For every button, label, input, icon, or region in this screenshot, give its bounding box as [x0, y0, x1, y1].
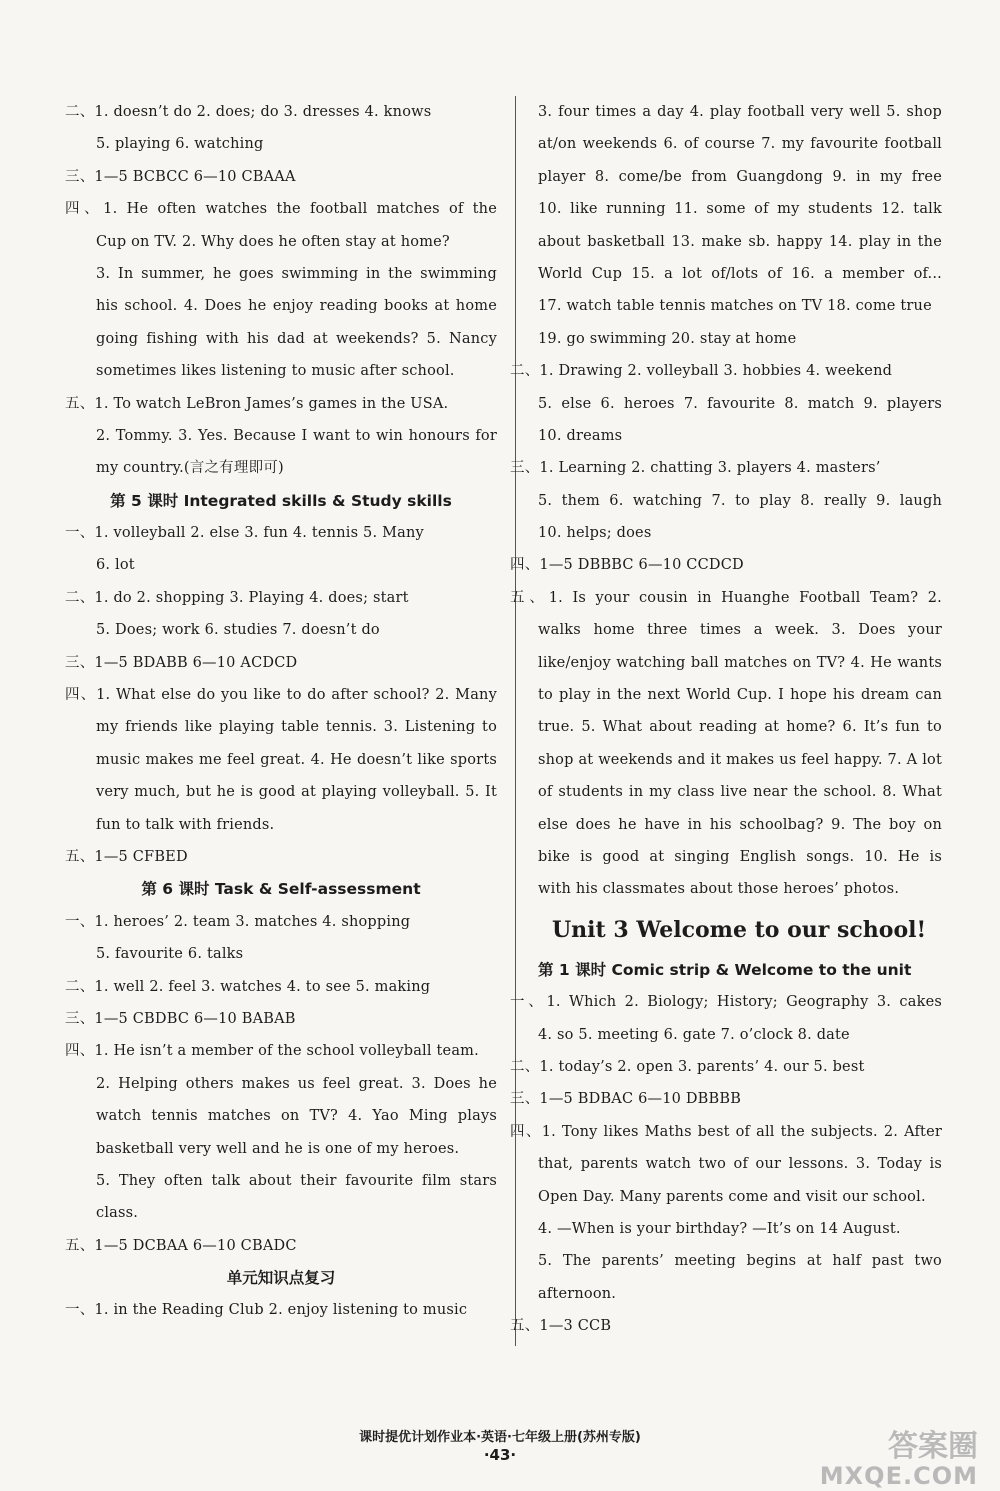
answer-line: 二、1. do 2. shopping 3. Playing 4. does; start	[65, 589, 409, 606]
answer-line: true. 5. What about reading at home? 6. It’s fun to	[538, 719, 942, 736]
answer-line: 5. favourite 6. talks	[96, 946, 244, 963]
unit-title: Unit 3 Welcome to our school!	[552, 916, 927, 943]
answer-line: class.	[96, 1205, 139, 1222]
section-heading: 第 6 课时 Task & Self-assessment	[141, 880, 421, 899]
answer-line: player 8. come/be from Guangdong 9. in my free	[538, 168, 942, 185]
watermark-logo	[820, 1430, 978, 1489]
answer-line: 五、1. Is your cousin in Huanghe Football Team? 2.	[510, 589, 942, 606]
answer-line: fun to talk with friends.	[96, 816, 275, 833]
answer-line: 一、1. volleyball 2. else 3. fun 4. tennis 5. Many	[65, 525, 424, 542]
answer-line: 5. Does; work 6. studies 7. doesn’t do	[96, 622, 380, 639]
book-title-footer: 课时提优计划作业本·英语·七年级上册(苏州专版)	[359, 1430, 641, 1445]
watermark-main: 答案圈	[888, 1429, 978, 1464]
section-heading: 单元知识点复习	[226, 1269, 336, 1288]
answer-line: 4. —When is your birthday? —It’s on 14 August.	[538, 1220, 901, 1237]
answer-line: like/enjoy watching ball matches on TV? 4. He wants	[538, 654, 942, 671]
answer-line: 四、1. What else do you like to do after school? 2. Many	[65, 687, 497, 704]
answer-line: 6. lot	[96, 557, 135, 574]
answer-line: very much, but he is good at playing volleyball. 5. It	[96, 784, 497, 801]
answer-line: afternoon.	[538, 1285, 617, 1302]
answer-line: watch tennis matches on TV? 4. Yao Ming plays	[96, 1108, 497, 1125]
right-column	[510, 96, 942, 1342]
answer-line: walks home three times a week. 3. Does your	[538, 622, 942, 639]
answer-line: 19. go swimming 20. stay at home	[538, 330, 797, 347]
answer-line: 二、1. today’s 2. open 3. parents’ 4. our 5. best	[510, 1058, 865, 1075]
answer-line: 2. Helping others makes us feel great. 3. Does he	[96, 1075, 497, 1092]
answer-line: else does he have in his schoolbag? 9. The boy on	[538, 816, 942, 833]
answer-line: 四、1. Tony likes Maths best of all the subjects. 2. After	[510, 1123, 942, 1140]
answer-line: 三、1—5 BDBAC 6—10 DBBBB	[510, 1091, 742, 1108]
answer-line: 四、1. He isn’t a member of the school volleyball team.	[65, 1043, 479, 1060]
answer-line: 10. dreams	[538, 427, 623, 444]
left-column	[65, 96, 497, 1327]
answer-line: that, parents watch two of our lessons. 3. Today is	[538, 1156, 942, 1173]
answer-line: 17. watch table tennis matches on TV 18. come true	[538, 298, 932, 315]
answer-line: bike is good at singing English songs. 10. He is	[538, 848, 942, 865]
answer-line: 二、1. Drawing 2. volleyball 3. hobbies 4. weekend	[510, 363, 893, 380]
answer-line: 三、1—5 BCBCC 6—10 CBAAA	[65, 168, 296, 185]
answer-line: 5. They often talk about their favourite film stars	[96, 1172, 497, 1189]
answer-line: shop at weekends and it makes us feel happy. 7. A lot	[538, 751, 942, 768]
answer-line: World Cup 15. a lot of/lots of 16. a member of...	[538, 265, 942, 282]
answer-line: 五、1—3 CCB	[510, 1318, 612, 1335]
answer-line: 10. like running 11. some of my students 12. talk	[538, 201, 942, 218]
answer-line: 三、1. Learning 2. chatting 3. players 4. masters’	[510, 460, 881, 477]
answer-line: Open Day. Many parents come and visit our school.	[538, 1188, 926, 1205]
column-divider	[515, 96, 516, 1346]
answer-line: his school. 4. Does he enjoy reading books at home	[96, 298, 497, 315]
section-heading: 第 5 课时 Integrated skills & Study skills	[110, 491, 452, 510]
watermark-url: MXQE.COM	[819, 1462, 978, 1490]
answer-line: 二、1. doesn’t do 2. does; do 3. dresses 4. knows	[65, 104, 432, 120]
answer-line: 5. them 6. watching 7. to play 8. really 9. laugh	[538, 492, 942, 509]
answer-line: 五、1. To watch LeBron James’s games in the USA.	[65, 395, 449, 412]
answer-line: about basketball 13. make sb. happy 14. play in the	[538, 233, 942, 250]
answer-line: 五、1—5 CFBED	[65, 848, 188, 865]
answer-line: 三、1—5 BDABB 6—10 ACDCD	[65, 654, 298, 671]
answer-line: Cup on TV. 2. Why does he often stay at home?	[96, 233, 450, 250]
answer-line: 5. else 6. heroes 7. favourite 8. match 9. players	[538, 395, 942, 412]
answer-line: my country.(言之有理即可)	[96, 460, 284, 477]
answer-line: 3. In summer, he goes swimming in the swimming	[96, 265, 497, 282]
answer-line: sometimes likes listening to music after school.	[96, 363, 455, 380]
answer-line: 一、1. heroes’ 2. team 3. matches 4. shopping	[65, 913, 411, 930]
answer-line: 一、1. Which 2. Biology; History; Geography 3. cakes	[510, 994, 942, 1011]
answer-line: 10. helps; does	[538, 525, 652, 542]
answer-line: music makes me feel great. 4. He doesn’t like sports	[96, 751, 497, 768]
answer-line: 五、1—5 DCBAA 6—10 CBADC	[65, 1237, 297, 1254]
page-number: ·43·	[483, 1446, 517, 1464]
answer-line: 5. playing 6. watching	[96, 136, 264, 153]
answer-line: 一、1. in the Reading Club 2. enjoy listening to music	[65, 1302, 468, 1319]
answer-line: to play in the next World Cup. I hope his dream can	[538, 687, 942, 704]
answer-line: 4. so 5. meeting 6. gate 7. o’clock 8. date	[538, 1026, 850, 1043]
answer-line: 5. The parents’ meeting begins at half past two	[538, 1253, 942, 1270]
answer-line: with his classmates about those heroes’ photos.	[538, 881, 900, 898]
answer-line: 三、1—5 CBDBC 6—10 BABAB	[65, 1010, 296, 1027]
answer-line: 四、1—5 DBBBC 6—10 CCDCD	[510, 557, 744, 574]
answer-line: 2. Tommy. 3. Yes. Because I want to win honours for	[96, 427, 497, 444]
answer-line: 四、1. He often watches the football matches of the	[65, 201, 497, 218]
answer-line: of students in my class live near the school. 8. What	[538, 784, 942, 801]
answer-line: 3. four times a day 4. play football very well 5. shop	[538, 104, 942, 120]
section-heading: 第 1 课时 Comic strip & Welcome to the unit	[538, 960, 912, 979]
answer-line: going fishing with his dad at weekends? 5. Nancy	[96, 330, 497, 347]
answer-line: basketball very well and he is one of my heroes.	[96, 1140, 460, 1157]
answer-line: 二、1. well 2. feel 3. watches 4. to see 5. making	[65, 978, 431, 995]
answer-line: my friends like playing table tennis. 3. Listening to	[96, 719, 497, 736]
answer-line: at/on weekends 6. of course 7. my favourite football	[538, 136, 942, 153]
